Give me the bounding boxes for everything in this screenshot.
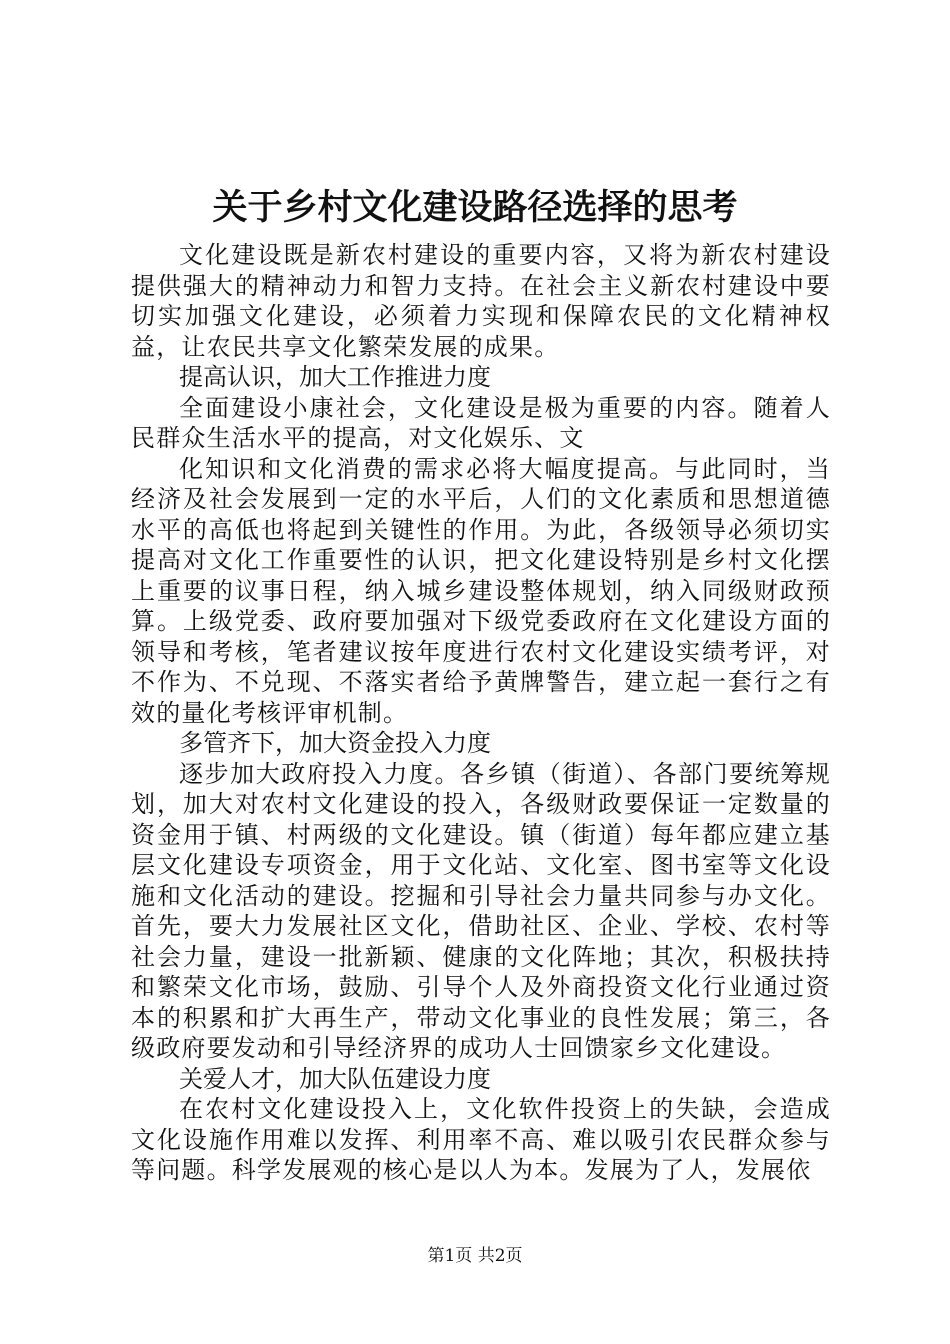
section-heading-awareness: 提高认识，加大工作推进力度	[179, 363, 491, 391]
document-body	[131, 240, 831, 1186]
section-heading-funding: 多管齐下，加大资金投入力度	[179, 729, 491, 757]
page-footer: 第1页 共2页	[427, 1246, 523, 1266]
section-heading-talent: 关爱人才，加大队伍建设力度	[179, 1064, 491, 1093]
paragraph-awareness-2: 化知识和文化消费的需求必将大幅度提高。与此同时，当经济及社会发展到一定的水平后，人们的文化素质和思想道德水平的高低也将起到关键性的作用。为此，各级领导必须切实提高对文化工作重要性的认识，把文化建设特别是乡村文化摆上重要的议事日程，纳入城乡建设整体规划，纳入同级财政预算。上级党委、政府要加强对下级党委政府在文化建设方面的领导和考核，笔者建议按年度进行农村文化建设实绩考评，对不作为、不兑现、不落实者给予黄牌警告，建立起一套行之有效的量化考核评审机制。	[131, 454, 831, 727]
document-title: 关于乡村文化建设路径选择的思考	[212, 187, 738, 228]
paragraph-funding: 逐步加大政府投入力度。各乡镇（街道）、各部门要统筹规划，加大对农村文化建设的投入，各级财政要保证一定数量的资金用于镇、村两级的文化建设。镇（街道）每年都应建立基层文化建设专项资金，用于文化站、文化室、图书室等文化设施和文化活动的建设。挖掘和引导社会力量共同参与办文化。首先，要大力发展社区文化，借助社区、企业、学校、农村等社会力量，建设一批新颖、健康的文化阵地；其次，积极扶持和繁荣文化市场，鼓励、引导个人及外商投资文化行业通过资本的积累和扩大再生产，带动文化事业的良性发展；第三，各级政府要发动和引导经济界的成功人士回馈家乡文化建设。	[131, 759, 831, 1062]
paragraph-talent: 在农村文化建设投入上，文化软件投资上的失缺，会造成文化设施作用难以发挥、利用率不高、难以吸引农民群众参与等问题。科学发展观的核心是以人为本。发展为了人，发展依	[131, 1095, 831, 1184]
paragraph-intro: 文化建设既是新农村建设的重要内容，又将为新农村建设提供强大的精神动力和智力支持。在社会主义新农村建设中要切实加强文化建设，必须着力实现和保障农民的文化精神权益，让农民共享文化繁荣发展的成果。	[131, 241, 831, 361]
paragraph-awareness-1: 全面建设小康社会，文化建设是极为重要的内容。随着人民群众生活水平的提高，对文化娱乐、文	[131, 393, 831, 452]
